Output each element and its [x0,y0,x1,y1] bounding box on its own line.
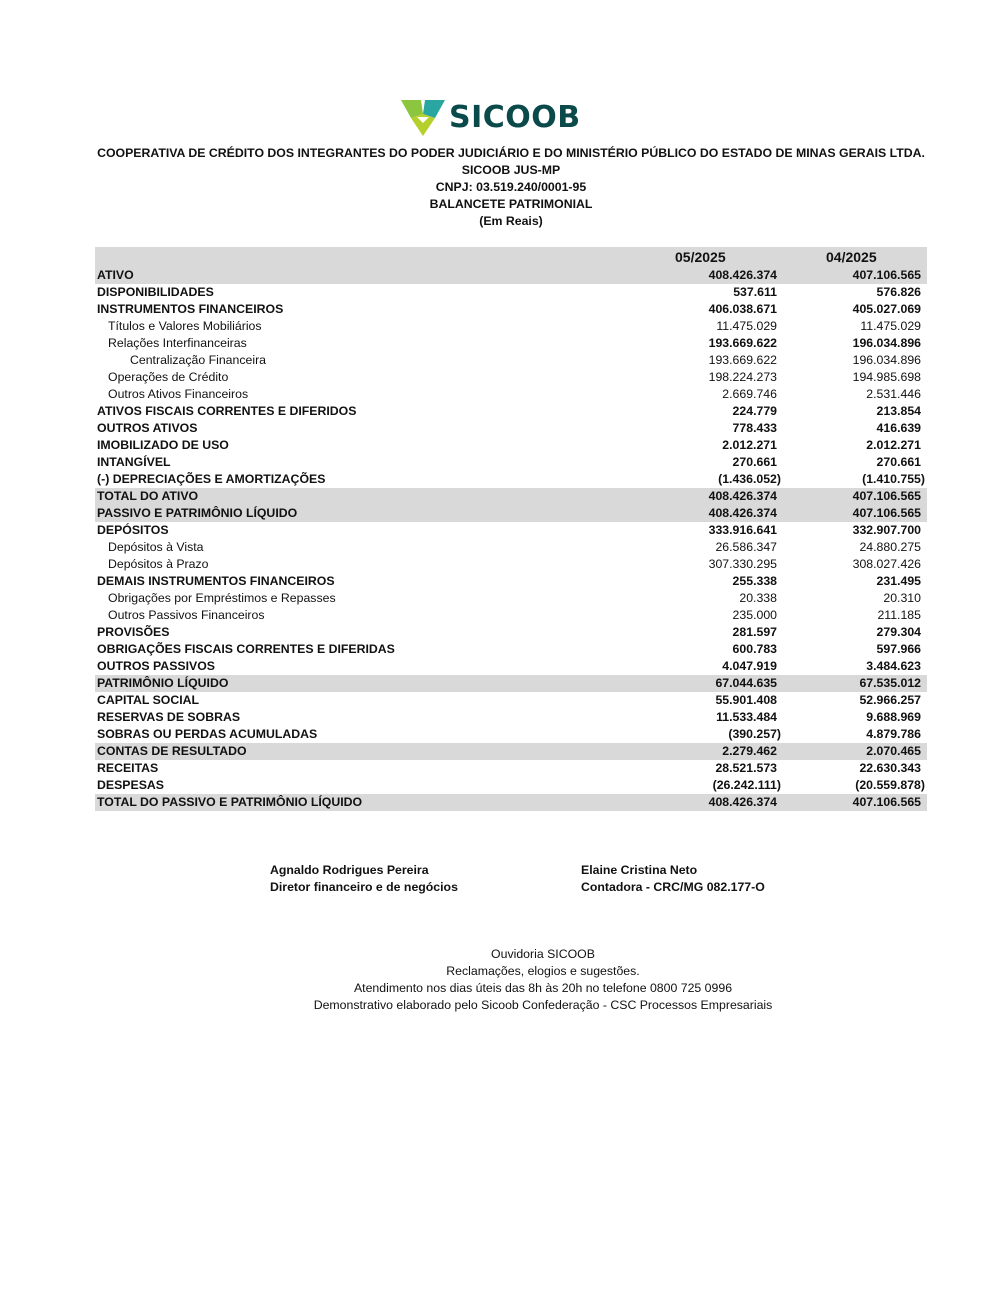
value-previous: 11.475.029 [860,319,921,333]
document-title: BALANCETE PATRIMONIAL [429,197,593,211]
value-previous: 407.106.565 [852,506,921,520]
value-current: 4.047.919 [722,659,777,673]
company-short-name: SICOOB JUS-MP [461,163,561,177]
row-label: Outros Passivos Financeiros [108,608,265,622]
value-current: 2.669.746 [722,387,777,401]
value-current: 11.475.029 [716,319,777,333]
table-row [95,318,927,335]
footer-hours-phone: Atendimento nos dias úteis das 8h às 20h no telefone 0800 725 0996 [353,981,733,995]
row-label: TOTAL DO ATIVO [97,489,199,503]
value-previous: 308.027.426 [852,557,921,571]
footer [0,946,1000,1014]
row-label: ATIVO [97,268,134,282]
row-label: OUTROS PASSIVOS [97,659,215,673]
signature-left [270,862,458,896]
value-previous: 231.495 [876,574,921,588]
value-previous: 2.012.271 [866,438,921,452]
value-previous: 52.966.257 [859,693,921,707]
value-current: 2.279.462 [722,744,777,758]
value-current: 408.426.374 [708,795,777,809]
row-label: DEMAIS INSTRUMENTOS FINANCEIROS [97,574,335,588]
value-current: 20.338 [739,591,777,605]
balance-sheet-table [95,247,927,811]
value-previous: 407.106.565 [852,268,921,282]
row-label: RESERVAS DE SOBRAS [97,710,241,724]
table-row [95,607,927,624]
row-label: OBRIGAÇÕES FISCAIS CORRENTES E DIFERIDAS [97,642,395,656]
value-current: 600.783 [732,642,777,656]
value-current: 281.597 [732,625,777,639]
row-label: Centralização Financeira [130,353,267,367]
row-label: Depósitos à Prazo [108,557,209,571]
table-row [95,726,927,743]
table-row [95,590,927,607]
table-row [95,454,927,471]
value-previous: 2.070.465 [866,744,921,758]
table-row [95,709,927,726]
value-previous: (20.559.878) [855,778,925,792]
value-current: (390.257) [728,727,781,741]
value-current: 193.669.622 [708,353,777,367]
value-previous: 405.027.069 [852,302,921,316]
signatory-title: Diretor financeiro e de negócios [270,880,458,894]
signatory-title: Contadora - CRC/MG 082.177-O [581,880,765,894]
row-label: Operações de Crédito [108,370,229,384]
row-label: INSTRUMENTOS FINANCEIROS [97,302,284,316]
table-row [95,573,927,590]
row-label: CAPITAL SOCIAL [97,693,200,707]
table-row [95,437,927,454]
table-row [95,624,927,641]
value-previous: 194.985.698 [852,370,921,384]
value-previous: 196.034.896 [852,353,921,367]
row-label: PATRIMÔNIO LÍQUIDO [97,676,229,690]
table-row [95,692,927,709]
value-current: 537.611 [733,285,777,299]
table-row [95,641,927,658]
value-previous: 20.310 [883,591,921,605]
value-current: 235.000 [732,608,777,622]
signatory-name: Elaine Cristina Neto [581,863,698,877]
value-previous: 213.854 [876,404,921,418]
signatory-name: Agnaldo Rodrigues Pereira [270,863,429,877]
row-label: Depósitos à Vista [108,540,204,554]
sicoob-logo-icon [401,100,445,136]
column-header-previous: 04/2025 [826,249,877,265]
row-label: DISPONIBILIDADES [97,285,214,299]
document-header [0,145,1000,230]
footer-feedback: Reclamações, elogios e sugestões. [446,964,640,978]
cnpj: CNPJ: 03.519.240/0001-95 [435,180,587,194]
value-current: 67.044.635 [715,676,777,690]
row-label: PROVISÕES [97,625,170,639]
row-label: TOTAL DO PASSIVO E PATRIMÔNIO LÍQUIDO [97,795,363,809]
value-previous: 24.880.275 [859,540,921,554]
row-label: CONTAS DE RESULTADO [97,744,247,758]
value-previous: 67.535.012 [859,676,921,690]
value-previous: 597.966 [876,642,921,656]
value-current: (1.436.052) [718,472,781,486]
value-previous: 2.531.446 [866,387,921,401]
table-row [95,556,927,573]
row-label: INTANGÍVEL [97,455,171,469]
value-current: 2.012.271 [722,438,777,452]
value-current: 224.779 [732,404,777,418]
value-previous: 22.630.343 [859,761,921,775]
value-previous: (1.410.755) [862,472,925,486]
table-row [95,539,927,556]
row-label: DESPESAS [97,778,164,792]
value-previous: 4.879.786 [866,727,921,741]
table-row [95,675,927,692]
value-current: 55.901.408 [715,693,777,707]
table-row [95,403,927,420]
value-current: 11.533.484 [716,710,777,724]
value-current: 255.338 [732,574,777,588]
row-label: Títulos e Valores Mobiliários [108,319,262,333]
value-current: 26.586.347 [715,540,777,554]
row-label: Outros Ativos Financeiros [108,387,249,401]
value-current: 270.661 [732,455,777,469]
value-previous: 407.106.565 [852,795,921,809]
table-row [95,386,927,403]
table-row [95,420,927,437]
value-previous: 196.034.896 [852,336,921,350]
table-row [95,760,927,777]
footer-prepared-by: Demonstrativo elaborado pelo Sicoob Confederação - CSC Processos Empresariais [313,998,773,1012]
value-current: 408.426.374 [708,506,777,520]
table-row [95,777,927,794]
table-row [95,522,927,539]
value-previous: 211.185 [877,608,921,622]
value-current: 193.669.622 [708,336,777,350]
value-current: (26.242.111) [712,778,781,792]
value-current: 408.426.374 [708,268,777,282]
table-row [95,301,927,318]
value-current: 408.426.374 [708,489,777,503]
value-previous: 407.106.565 [852,489,921,503]
table-row [95,658,927,675]
sicoob-logo [401,99,581,137]
value-current: 778.433 [732,421,777,435]
value-previous: 416.639 [876,421,921,435]
table-row [95,471,927,488]
company-name: COOPERATIVA DE CRÉDITO DOS INTEGRANTES DO PODER JUDICIÁRIO E DO MINISTÉRIO PÚBLICO DO ESTADO DE MINAS GERAIS LTDA. [97,146,925,160]
logo-text: SICOOB [449,100,581,135]
value-current: 28.521.573 [715,761,777,775]
currency-note: (Em Reais) [479,214,543,228]
table-row [95,505,927,522]
table-row [95,794,927,811]
value-previous: 576.826 [876,285,921,299]
column-header-row [95,247,927,267]
value-previous: 279.304 [876,625,921,639]
row-label: DEPÓSITOS [97,523,169,537]
row-label: SOBRAS OU PERDAS ACUMULADAS [97,727,318,741]
value-current: 307.330.295 [708,557,777,571]
table-row [95,743,927,760]
table-row [95,267,927,284]
column-header-current: 05/2025 [675,249,726,265]
value-current: 406.038.671 [708,302,777,316]
row-label: Relações Interfinanceiras [108,336,247,350]
value-previous: 3.484.623 [866,659,921,673]
row-label: PASSIVO E PATRIMÔNIO LÍQUIDO [97,506,298,520]
footer-ombudsman: Ouvidoria SICOOB [491,947,595,961]
value-previous: 9.688.969 [866,710,921,724]
row-label: OUTROS ATIVOS [97,421,198,435]
table-row [95,488,927,505]
table-row [95,335,927,352]
row-label: RECEITAS [97,761,159,775]
signature-right [581,862,765,896]
table-row [95,369,927,386]
row-label: IMOBILIZADO DE USO [97,438,229,452]
row-label: Obrigações por Empréstimos e Repasses [108,591,336,605]
table-row [95,284,927,301]
value-current: 333.916.641 [708,523,777,537]
table-row [95,352,927,369]
row-label: ATIVOS FISCAIS CORRENTES E DIFERIDOS [97,404,357,418]
value-current: 198.224.273 [708,370,777,384]
value-previous: 332.907.700 [852,523,921,537]
row-label: (-) DEPRECIAÇÕES E AMORTIZAÇÕES [97,472,326,486]
value-previous: 270.661 [876,455,921,469]
